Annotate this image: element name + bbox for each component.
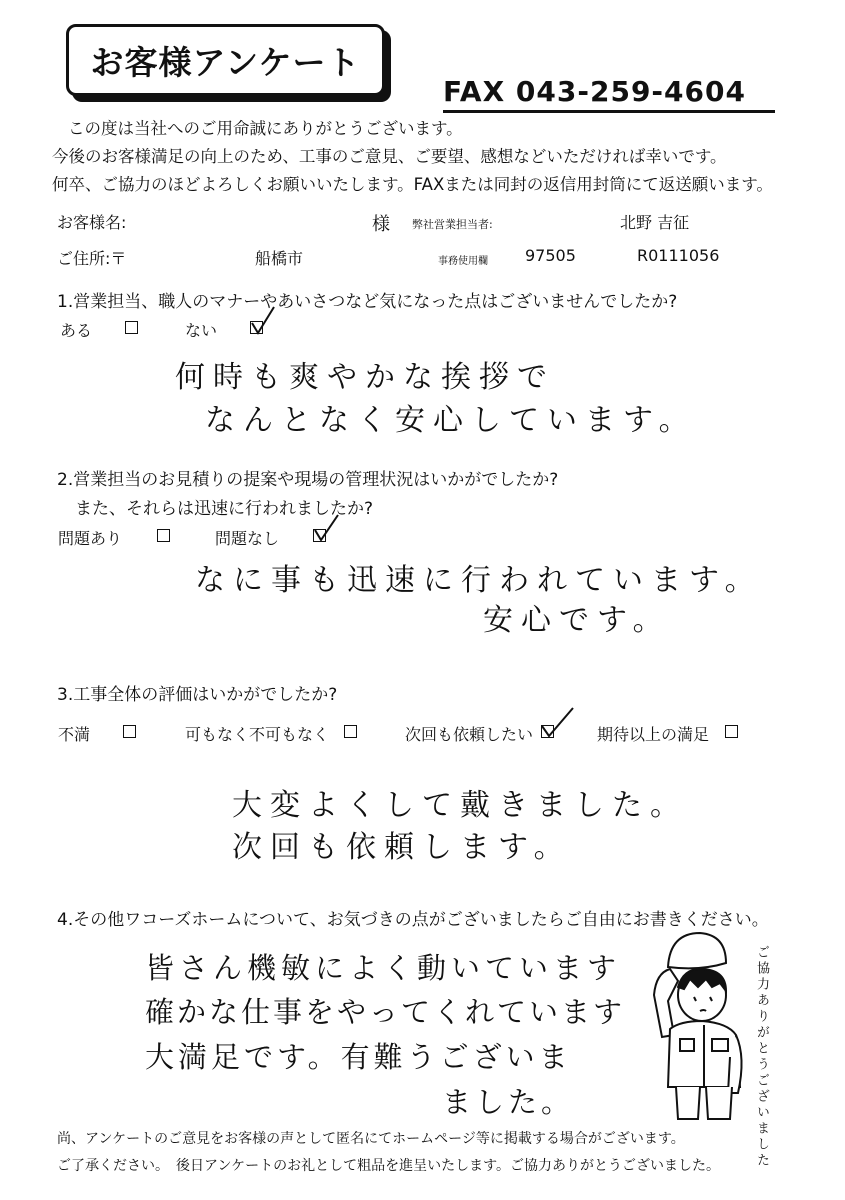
q2-checkmark-icon — [308, 510, 342, 544]
q1-option-yes: ある — [60, 321, 93, 340]
q2-checkbox-problem[interactable] — [157, 529, 170, 542]
worker-illustration — [640, 925, 750, 1125]
q2-answer-line-2: 安心です。 — [483, 603, 671, 638]
q3-checkbox-neutral[interactable] — [344, 725, 357, 738]
customer-name-label: お客様名: — [57, 213, 127, 232]
q4-question: 4.その他ワコーズホームについて、お気づきの点がございましたらご自由にお書きください。 — [57, 910, 769, 930]
q2-question-line-2: また、それらは迅速に行われましたか? — [75, 499, 374, 519]
thanks-vertical-text: ご協力ありがとうございました — [754, 945, 769, 1169]
q1-option-no: ない — [185, 321, 218, 340]
fax-underline — [443, 110, 775, 113]
sales-rep-name: 北野 吉征 — [620, 213, 690, 232]
q2-question: 2.営業担当のお見積りの提案や現場の管理状況はいかがでしたか? — [57, 470, 559, 490]
q3-question: 3.工事全体の評価はいかがでしたか? — [57, 685, 338, 705]
survey-title: お客様アンケート — [90, 42, 361, 82]
intro-line-1: この度は当社へのご用命誠にありがとうございます。 — [68, 119, 463, 138]
intro-line-2: 今後のお客様満足の向上のため、工事のご意見、ご要望、感想などいただければ幸いです。 — [52, 147, 727, 166]
q3-option-dissatisfied: 不満 — [58, 725, 91, 744]
honorific: 様 — [372, 214, 390, 235]
q4-answer-line-2: 確かな仕事をやってくれています — [145, 995, 626, 1029]
q4-answer-line-4: ました。 — [442, 1085, 575, 1119]
q3-option-exceeded: 期待以上の満足 — [597, 725, 710, 744]
q1-answer-line-2: なんとなく安心しています。 — [205, 403, 697, 438]
q3-answer-line-2: 次回も依頼します。 — [232, 830, 572, 865]
office-code-2: R0111056 — [637, 246, 720, 265]
q2-answer-line-1: なに事も迅速に行われています。 — [195, 563, 763, 598]
q3-option-neutral: 可もなく不可もなく — [185, 725, 330, 744]
q3-checkmark-icon — [537, 704, 577, 740]
address-city: 船橋市 — [255, 249, 304, 268]
q3-checkbox-dissatisfied[interactable] — [123, 725, 136, 738]
q3-checkbox-exceeded[interactable] — [725, 725, 738, 738]
q4-answer-line-3: 大満足です。有難うございま — [145, 1040, 572, 1074]
q1-checkmark-icon — [244, 303, 278, 337]
q3-answer-line-1: 大変よくして戴きました。 — [232, 788, 688, 823]
survey-title-box — [66, 24, 385, 96]
fax-number: FAX 043-259-4604 — [443, 75, 746, 108]
q2-option-problem: 問題あり — [58, 529, 123, 548]
q4-answer-line-1: 皆さん機敏によく動いています — [145, 951, 622, 985]
address-label: ご住所:〒 — [57, 249, 127, 268]
q2-option-no-problem: 問題なし — [215, 529, 280, 548]
q3-option-request-again: 次回も依頼したい — [405, 725, 534, 744]
q1-question: 1.営業担当、職人のマナーやあいさつなど気になった点はございませんでしたか? — [57, 292, 678, 312]
office-use-label: 事務使用欄 — [438, 256, 488, 267]
sales-rep-label: 弊社営業担当者: — [412, 218, 493, 231]
office-code-1: 97505 — [525, 246, 576, 265]
footer-line-2: ご了承ください。 後日アンケートのお礼として粗品を進呈いたします。ご協力ありがとうございました。 — [57, 1158, 721, 1174]
q1-answer-line-1: 何時も爽やかな挨拶で — [175, 360, 555, 395]
q1-checkbox-yes[interactable] — [125, 321, 138, 334]
footer-line-1: 尚、アンケートのご意見をお客様の声として匿名にてホームページ等に掲載する場合がございます。 — [57, 1131, 685, 1147]
intro-line-3: 何卒、ご協力のほどよろしくお願いいたします。FAXまたは同封の返信用封筒にて返送願います。 — [52, 175, 773, 194]
